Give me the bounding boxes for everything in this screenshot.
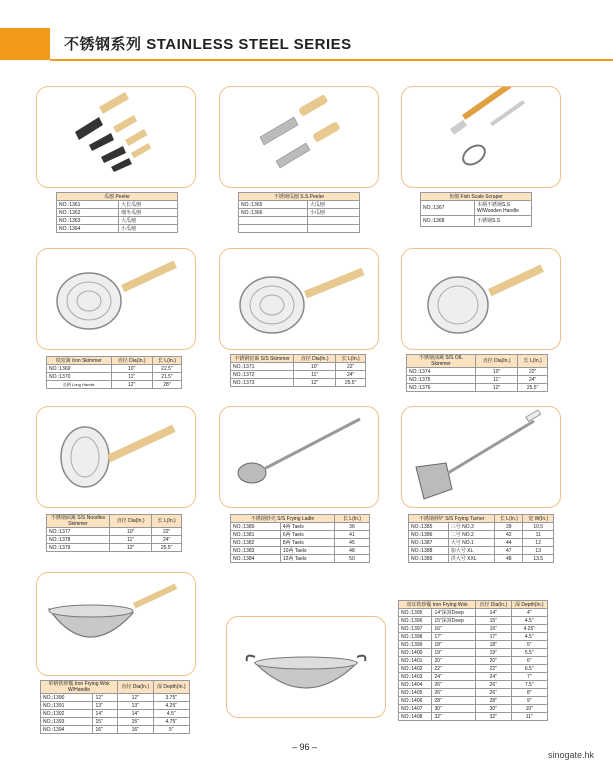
cell: 45 — [334, 539, 369, 547]
cell: 加大号 XL — [448, 547, 494, 555]
cell: NO.:1361 — [57, 201, 119, 209]
table-row — [399, 625, 548, 633]
cell: 10" — [476, 368, 518, 376]
cell: 20" — [475, 657, 511, 665]
cell: 14"深窝Deep — [432, 609, 476, 617]
cell: NO.:1364 — [57, 225, 119, 233]
table-head: 双耳铁炒镬 Iron Frying Wok — [399, 601, 476, 609]
cell: 12 — [523, 539, 554, 547]
cell: 8两 Taels — [280, 539, 334, 547]
cell: 12" — [476, 384, 518, 392]
cell: 19" — [475, 649, 511, 657]
cell: 12" — [110, 544, 152, 552]
ladle-table — [230, 514, 370, 563]
cell: 11" — [511, 713, 547, 721]
cell: 4.5" — [153, 710, 189, 718]
table-row — [399, 681, 548, 689]
table-row — [399, 673, 548, 681]
cell: NO.:1387 — [409, 539, 449, 547]
table-row — [231, 547, 370, 555]
table-row — [399, 713, 548, 721]
iron-skimmer-table — [46, 356, 182, 389]
title-en: STAINLESS STEEL SERIES — [146, 36, 352, 53]
cell: 11" — [476, 376, 518, 384]
table-row — [57, 217, 178, 225]
cell: NO.:1368 — [421, 216, 475, 227]
col-head: 长 L(In.) — [334, 515, 369, 523]
cell: NO.:1406 — [399, 697, 432, 705]
cell: 28" — [152, 381, 181, 389]
cell: 22" — [475, 665, 511, 673]
cell: 22" — [432, 665, 476, 673]
title-cn: 不锈钢系列 — [64, 36, 142, 53]
cell: 39 — [495, 523, 523, 531]
col-head: 深 Depth(In.) — [153, 681, 189, 694]
table-row — [57, 201, 178, 209]
cell: NO.:1384 — [231, 555, 281, 563]
cell: NO.:1365 — [239, 201, 308, 209]
cell: NO.:1408 — [399, 713, 432, 721]
table-row — [47, 536, 182, 544]
cell: NO.:1395 — [399, 609, 432, 617]
cell: NO.:1373 — [231, 379, 294, 387]
table-row — [399, 657, 548, 665]
cell: 小瓜刨 — [307, 209, 359, 217]
cell: 细冬瓜刨 — [119, 209, 178, 217]
col-head: 长 L(In.) — [495, 515, 523, 523]
cell: 4.75" — [153, 718, 189, 726]
ss-peeler-photo — [219, 86, 379, 188]
wok-handle-photo — [36, 572, 196, 676]
table-row — [399, 665, 548, 673]
cell: 25.5" — [518, 384, 548, 392]
cell: 28" — [432, 697, 476, 705]
cell: 8" — [511, 689, 547, 697]
site-watermark: sinogate.hk — [548, 750, 595, 760]
cell: 二号 NO.2 — [448, 531, 494, 539]
peeler-table — [56, 192, 178, 233]
cell: 22" — [518, 368, 548, 376]
cell: 12" — [93, 694, 118, 702]
cell: NO.:1379 — [47, 544, 110, 552]
cell: NO.:1371 — [231, 363, 294, 371]
ladle-photo — [219, 406, 379, 508]
table-head: 铁密篱 Iron Skimmer — [47, 357, 112, 365]
oil-skimmer-photo — [401, 248, 561, 350]
cell: 22" — [336, 363, 366, 371]
col-head: 长 L(In.) — [336, 355, 366, 363]
cell: 5.5" — [511, 649, 547, 657]
cell: 6" — [511, 657, 547, 665]
cell: NO.:1377 — [47, 528, 110, 536]
table-row — [41, 718, 190, 726]
cell: NO.:1367 — [421, 201, 475, 216]
col-head: 直径 Dia(In.) — [476, 355, 518, 368]
cell — [239, 217, 308, 225]
cell: 13 — [523, 547, 554, 555]
cell: 大号 NO.1 — [448, 539, 494, 547]
cell: NO.:1392 — [41, 710, 93, 718]
table-row — [47, 528, 182, 536]
cell: 13.5 — [523, 555, 554, 563]
cell: 15" — [93, 718, 118, 726]
cell: 42 — [495, 531, 523, 539]
col-head: 深 Depth(In.) — [511, 601, 547, 609]
cell: 10" — [110, 528, 152, 536]
cell: 14" — [475, 609, 511, 617]
cell: 15"深窝Deep — [432, 617, 476, 625]
table-row — [409, 531, 554, 539]
cell: NO.:1401 — [399, 657, 432, 665]
cell: 9" — [511, 697, 547, 705]
cell: NO.:1407 — [399, 705, 432, 713]
cell: 19" — [432, 649, 476, 657]
cell: NO.:1391 — [41, 702, 93, 710]
cell: 16" — [475, 625, 511, 633]
table-row — [399, 697, 548, 705]
cell: 22.5" — [152, 365, 181, 373]
cell: NO.:1399 — [399, 641, 432, 649]
cell: NO.:1398 — [399, 633, 432, 641]
table-row — [399, 641, 548, 649]
cell: 6.5" — [511, 665, 547, 673]
ss-skimmer-photo — [219, 248, 379, 350]
table-row — [421, 201, 532, 216]
cell: 50 — [334, 555, 369, 563]
cell: 4两 Taels — [280, 523, 334, 531]
cell: NO.:1403 — [399, 673, 432, 681]
cell: 5" — [153, 726, 189, 734]
cell: 44 — [495, 539, 523, 547]
cell: 6两 Taels — [280, 531, 334, 539]
cell: 32" — [432, 713, 476, 721]
cell: NO.:1374 — [407, 368, 476, 376]
header-accent-block — [0, 28, 50, 60]
cell: 12两 Taels — [280, 555, 334, 563]
cell: 4.25" — [153, 702, 189, 710]
table-row — [41, 710, 190, 718]
cell: NO.:1362 — [57, 209, 119, 217]
table-row — [409, 555, 554, 563]
cell: 12" — [294, 379, 336, 387]
table-row — [239, 217, 360, 225]
cell: 16" — [432, 625, 476, 633]
table-row — [47, 365, 182, 373]
table-head: 不锈钢炒铲 S/S Frying Turner — [409, 515, 495, 523]
cell: 26" — [475, 681, 511, 689]
cell: 15" — [117, 718, 153, 726]
cell: 10" — [511, 705, 547, 713]
cell: 5" — [511, 641, 547, 649]
table-head: 不锈钢面篱 S/S Noodles Skimmer — [47, 515, 110, 528]
table-row — [407, 376, 548, 384]
cell: 36 — [334, 523, 369, 531]
cell: 17" — [432, 633, 476, 641]
oil-skimmer-table — [406, 354, 548, 392]
table-head: 鱼刨 Fish Scale Scraper — [421, 193, 532, 201]
cell: NO.:1375 — [407, 376, 476, 384]
cell: NO.:1363 — [57, 217, 119, 225]
table-row — [57, 209, 178, 217]
table-row — [421, 216, 532, 227]
table-row — [409, 539, 554, 547]
cell: NO.:1372 — [231, 371, 294, 379]
iron-skimmer-photo — [36, 248, 196, 350]
table-row — [399, 649, 548, 657]
cell: 4.5" — [511, 617, 547, 625]
wok-ear-table — [398, 600, 548, 721]
cell: 30" — [432, 705, 476, 713]
col-head: 直径 Dia(In.) — [111, 357, 152, 365]
cell — [307, 225, 359, 233]
table-row — [399, 609, 548, 617]
cell: 三号 NO.3 — [448, 523, 494, 531]
page-number: – 96 – — [292, 742, 318, 752]
table-row — [41, 726, 190, 734]
cell: NO.:1380 — [231, 523, 281, 531]
cell: 洪大号 XXL — [448, 555, 494, 563]
cell: 7.5" — [511, 681, 547, 689]
cell: 18" — [475, 641, 511, 649]
table-row — [399, 617, 548, 625]
cell: 26" — [432, 689, 476, 697]
cell: 长柄 Long Handle — [47, 381, 112, 389]
table-row — [409, 523, 554, 531]
cell — [307, 217, 359, 225]
cell: 18" — [432, 641, 476, 649]
cell: 4.25" — [511, 625, 547, 633]
cell: NO.:1396 — [399, 617, 432, 625]
table-row — [41, 694, 190, 702]
table-row — [47, 381, 182, 389]
table-row — [409, 547, 554, 555]
table-head: 瓜刨 Peeler — [57, 193, 178, 201]
col-head: 直径 Dia(In.) — [294, 355, 336, 363]
cell: NO.:1390 — [41, 694, 93, 702]
turner-photo — [401, 406, 561, 508]
cell: NO.:1369 — [47, 365, 112, 373]
cell: NO.:1393 — [41, 718, 93, 726]
cell: NO.:1370 — [47, 373, 112, 381]
cell: NO.:1386 — [409, 531, 449, 539]
table-head: 单柄铁炒镬 Iron Frying Wok W/Handle — [41, 681, 118, 694]
table-row — [239, 209, 360, 217]
cell — [239, 225, 308, 233]
cell: 大瓜刨 — [307, 201, 359, 209]
cell: NO.:1397 — [399, 625, 432, 633]
cell: 3.75" — [153, 694, 189, 702]
table-row — [231, 363, 366, 371]
cell: 15" — [475, 617, 511, 625]
cell: 13" — [117, 702, 153, 710]
table-head: 不锈钢炒壳 S/S Frying Ladle — [231, 515, 335, 523]
cell: 32" — [475, 713, 511, 721]
col-head: 长 L(In.) — [518, 355, 548, 368]
table-row — [239, 225, 360, 233]
cell: 20" — [432, 657, 476, 665]
scraper-table — [420, 192, 532, 227]
cell: 16" — [93, 726, 118, 734]
cell: 11" — [111, 373, 152, 381]
cell: 大瓜刨 — [119, 217, 178, 225]
page-title — [64, 33, 352, 54]
cell: 21.5" — [152, 373, 181, 381]
cell: 25.5" — [152, 544, 182, 552]
table-row — [47, 544, 182, 552]
cell: 木柄不锈钢S.S W/Wooden Handle — [475, 201, 532, 216]
turner-table — [408, 514, 554, 563]
col-head: 宽 W(In.) — [523, 515, 554, 523]
table-row — [239, 201, 360, 209]
cell: 11 — [523, 531, 554, 539]
cell: 24" — [432, 673, 476, 681]
wok-handle-table — [40, 680, 190, 734]
table-row — [231, 371, 366, 379]
table-row — [407, 368, 548, 376]
col-head: 长 L(In.) — [152, 357, 181, 365]
table-row — [399, 705, 548, 713]
table-row — [407, 384, 548, 392]
cell: 14" — [93, 710, 118, 718]
cell: 10.5 — [523, 523, 554, 531]
ss-peeler-table — [238, 192, 360, 233]
cell: 24" — [152, 536, 182, 544]
cell: NO.:1381 — [231, 531, 281, 539]
cell: NO.:1405 — [399, 689, 432, 697]
cell: 30" — [475, 705, 511, 713]
cell: NO.:1404 — [399, 681, 432, 689]
table-row — [57, 225, 178, 233]
cell: 小瓜刨 — [119, 225, 178, 233]
noodle-skimmer-table — [46, 514, 182, 552]
cell: 24" — [475, 673, 511, 681]
cell: 16" — [117, 726, 153, 734]
cell: NO.:1382 — [231, 539, 281, 547]
cell: 25.5" — [336, 379, 366, 387]
cell: 4.5" — [511, 633, 547, 641]
noodle-skimmer-photo — [36, 406, 196, 508]
cell: 24" — [518, 376, 548, 384]
table-row — [47, 373, 182, 381]
cell: NO.:1402 — [399, 665, 432, 673]
cell: 14" — [117, 710, 153, 718]
cell: 7" — [511, 673, 547, 681]
cell: 13" — [93, 702, 118, 710]
cell: NO.:1366 — [239, 209, 308, 217]
cell: 26" — [475, 689, 511, 697]
cell: NO.:1376 — [407, 384, 476, 392]
cell: 4" — [511, 609, 547, 617]
col-head: 直径 Dia(In.) — [475, 601, 511, 609]
cell: 12" — [117, 694, 153, 702]
fish-scraper-photo — [401, 86, 561, 188]
header-rule — [50, 59, 613, 61]
cell: 26" — [432, 681, 476, 689]
cell: 41 — [334, 531, 369, 539]
cell: 11" — [294, 371, 336, 379]
table-head: 不锈钢瓜刨 S.S.Peeler — [239, 193, 360, 201]
table-row — [231, 555, 370, 563]
table-row — [399, 689, 548, 697]
cell: 24" — [336, 371, 366, 379]
cell: 17" — [475, 633, 511, 641]
cell: NO.:1400 — [399, 649, 432, 657]
col-head: 长 L(In.) — [152, 515, 182, 528]
col-head: 直径 Dia(In.) — [117, 681, 153, 694]
cell: 48 — [495, 555, 523, 563]
cell: 11" — [110, 536, 152, 544]
wok-ear-photo — [226, 616, 386, 718]
cell: NO.:1394 — [41, 726, 93, 734]
table-row — [231, 379, 366, 387]
peeler-photo — [36, 86, 196, 188]
table-head: 不锈钢密篱 S/S Skimmer — [231, 355, 294, 363]
cell: 大长瓜刨 — [119, 201, 178, 209]
cell: 10" — [294, 363, 336, 371]
table-row — [41, 702, 190, 710]
col-head: 直径 Dia(In.) — [110, 515, 152, 528]
cell: NO.:1385 — [409, 523, 449, 531]
cell: NO.:1378 — [47, 536, 110, 544]
cell: 22" — [152, 528, 182, 536]
cell: 28" — [475, 697, 511, 705]
cell: 10两 Taels — [280, 547, 334, 555]
ss-skimmer-table — [230, 354, 366, 387]
cell: NO.:1388 — [409, 547, 449, 555]
table-head: 不锈钢油篱 S/S OIL Skimmer — [407, 355, 476, 368]
cell: 47 — [495, 547, 523, 555]
table-row — [231, 531, 370, 539]
cell: NO.:1389 — [409, 555, 449, 563]
table-row — [231, 539, 370, 547]
cell: 不锈钢S.S — [475, 216, 532, 227]
table-row — [231, 523, 370, 531]
table-row — [399, 633, 548, 641]
cell: NO.:1383 — [231, 547, 281, 555]
cell: 48 — [334, 547, 369, 555]
cell: 12" — [111, 381, 152, 389]
cell: 10" — [111, 365, 152, 373]
